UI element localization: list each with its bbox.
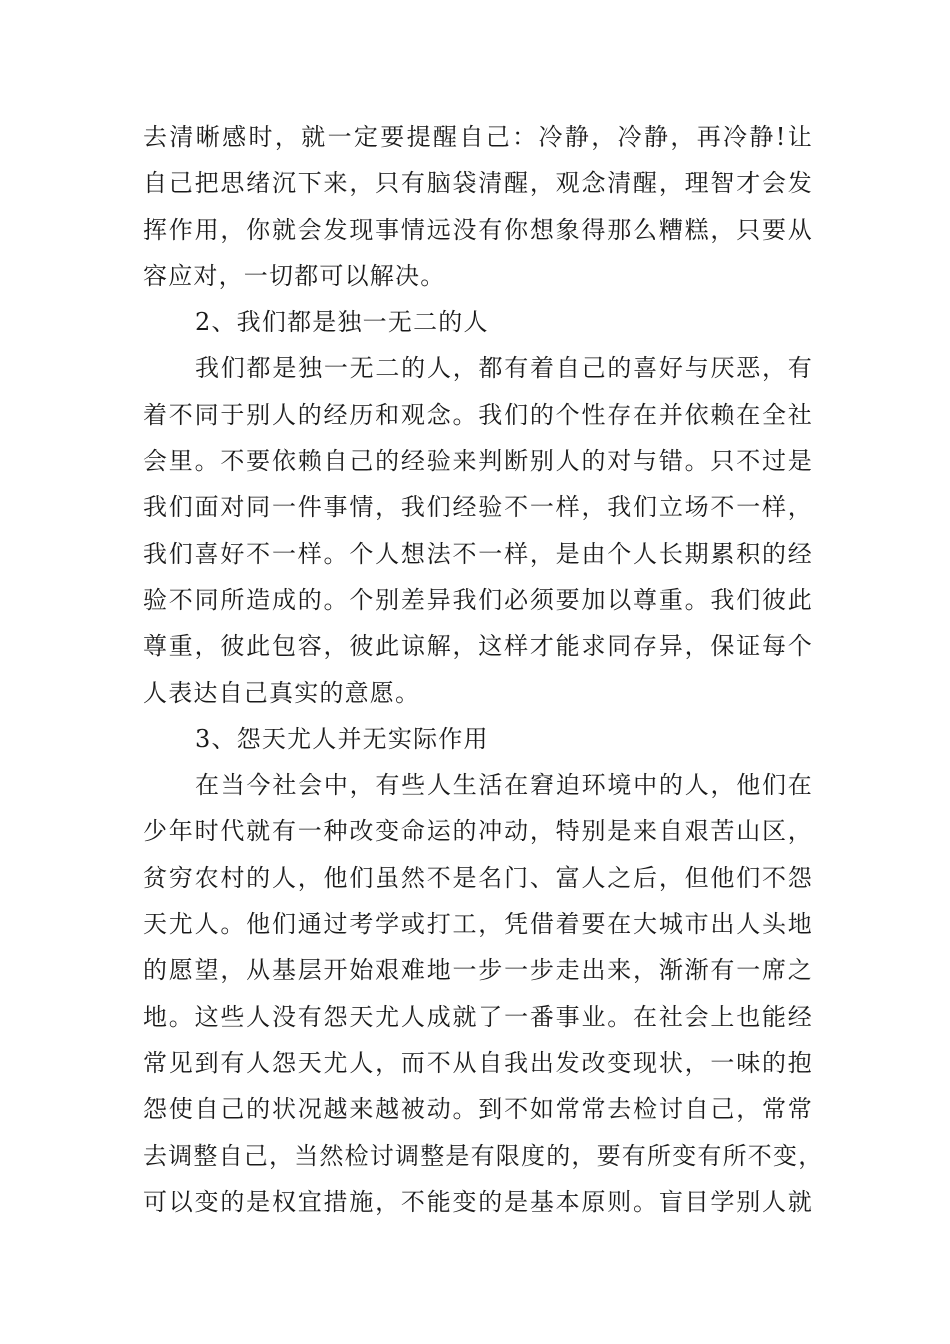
text-line: 挥作用，你就会发现事情远没有你想象得那么糟糕，只要从: [143, 215, 813, 244]
text-line: 着不同于别人的经历和观念。我们的个性存在并依赖在全社: [143, 400, 813, 429]
text-line: 容应对，一切都可以解决。: [143, 261, 446, 290]
text-line: 可以变的是权宜措施，不能变的是基本原则。盲目学别人就: [143, 1187, 813, 1216]
section-heading: 2、我们都是独一无二的人: [195, 308, 489, 337]
document-body: [143, 114, 824, 1225]
text-line: 在当今社会中，有些人生活在窘迫环境中的人，他们在: [195, 771, 813, 800]
text-line: 验不同所造成的。个别差异我们必须要加以尊重。我们彼此: [143, 585, 813, 614]
text-line: 会里。不要依赖自己的经验来判断别人的对与错。只不过是: [143, 447, 813, 476]
text-line: 我们都是独一无二的人，都有着自己的喜好与厌恶，有: [195, 354, 813, 383]
text-line: 尊重，彼此包容，彼此谅解，这样才能求同存异，保证每个: [143, 632, 813, 661]
text-line: 地。这些人没有怨天尤人成就了一番事业。在社会上也能经: [143, 1002, 813, 1031]
text-line: 去调整自己，当然检讨调整是有限度的，要有所变有所不变，: [143, 1141, 824, 1170]
text-line: 我们面对同一件事情，我们经验不一样，我们立场不一样，: [143, 493, 813, 522]
text-line: 去清晰感时，就一定要提醒自己：冷静，冷静，再冷静!让: [143, 123, 813, 151]
text-line: 的愿望，从基层开始艰难地一步一步走出来，渐渐有一席之: [143, 956, 813, 985]
text-line: 自己把思绪沉下来，只有脑袋清醒，观念清醒，理智才会发: [143, 169, 813, 198]
text-line: 贫穷农村的人，他们虽然不是名门、富人之后，但他们不怨: [143, 863, 813, 892]
text-line: 少年时代就有一种改变命运的冲动，特别是来自艰苦山区，: [143, 817, 813, 846]
text-line: 我们喜好不一样。个人想法不一样，是由个人长期累积的经: [143, 539, 813, 568]
text-line: 天尤人。他们通过考学或打工，凭借着要在大城市出人头地: [143, 910, 813, 939]
text-line: 人表达自己真实的意愿。: [143, 678, 421, 707]
text-line: 怨使自己的状况越来越被动。到不如常常去检讨自己，常常: [143, 1095, 813, 1124]
section-heading: 3、怨天尤人并无实际作用: [195, 724, 489, 753]
text-line: 常见到有人怨天尤人，而不从自我出发改变现状，一味的抱: [143, 1048, 813, 1077]
